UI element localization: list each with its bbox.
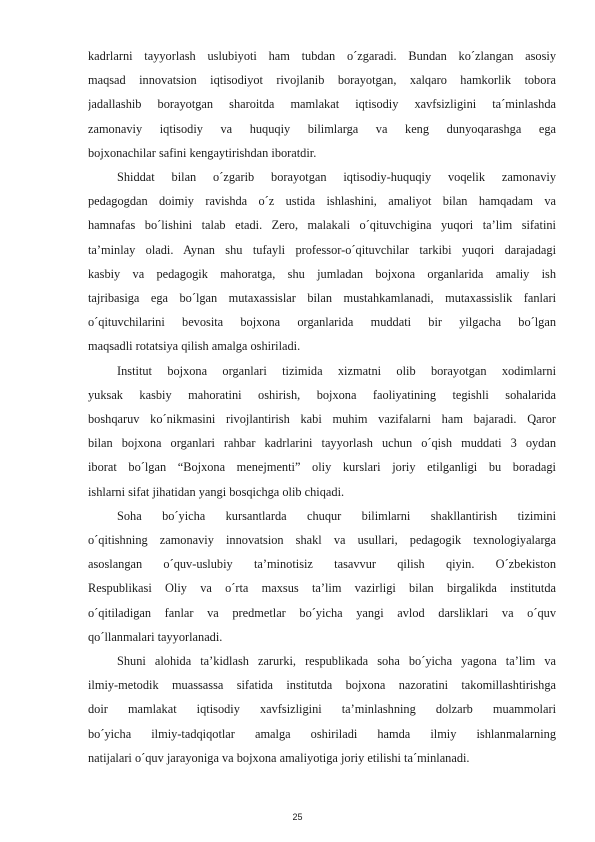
text-line: kadrlarni tayyorlash uslubiyoti ham tubdan o´zgaradi. Bundan ko´zlangan asosiy (88, 49, 556, 63)
text-line: qo´llanmalari tayyorlanadi. (88, 629, 223, 644)
text-line: hamnafas bo´lishini talab etadi. Zero, malakali o´qituvchigina yuqori ta’lim sifatini (88, 218, 556, 233)
text-line: bilan bojxona organlari rahbar kadrlarini tayyorlash uchun o´qish muddati 3 oydan (88, 436, 556, 451)
paragraph (88, 165, 556, 359)
text-line: Institut bojxona organlari tizimida xizmatni olib borayotgan xodimlarni (117, 363, 556, 378)
text-line: natijalari o´quv jarayoniga va bojxona amaliyotiga joriy etilishi ta´minlanadi. (88, 750, 470, 765)
paragraph (88, 649, 556, 770)
text-line: o´qitiladigan fanlar va predmetlar bo´yicha yangi avlod darsliklari va o´quv (88, 605, 556, 620)
text-line: asoslangan o´quv-uslubiy ta’minotisiz tasavvur qilish qiyin. O´zbekiston (88, 557, 556, 572)
paragraph (88, 504, 556, 649)
text-line: Shiddat bilan o´zgarib borayotgan iqtisodiy-huquqiy voqelik zamonaviy (117, 170, 556, 185)
text-line: bojxonachilar safini kengaytirishdan iboratdir. (88, 145, 317, 160)
text-line: Shuni alohida ta’kidlash zarurki, respublikada soha bo´yicha yagona ta’lim va (117, 654, 556, 669)
text-line: bo´yicha ilmiy-tadqiqotlar amalga oshiriladi hamda ilmiy ishlanmalarning (88, 726, 556, 741)
text-line: o´qituvchilarini bevosita bojxona organlarida muddati bir yilgacha bo´lgan (88, 315, 556, 330)
text-line: ilmiy-metodik muassassa sifatida institutda bojxona nazoratini takomillashtirishga (88, 678, 556, 693)
paragraph (88, 359, 556, 504)
text-line: Respublikasi Oliy va o´rta maxsus ta’lim vazirligi bilan birgalikda institutda (88, 581, 556, 596)
text-line: ishlarni sifat jihatidan yangi bosqichga olib chiqadi. (88, 484, 345, 499)
text-line: tajribasiga ega bo´lgan mutaxassislar bilan mustahkamlanadi, mutaxassislik fanlari (88, 291, 556, 306)
text-line: pedagogdan doimiy ravishda o´z ustida ishlashini, amaliyot bilan hamqadam va (88, 194, 556, 209)
page-number: 25 (292, 812, 303, 822)
text-line: o´qitishning zamonaviy innovatsion shakl va usullari, pedagogik texnologiyalarga (88, 533, 556, 548)
paragraph (88, 44, 556, 165)
text-line: maqsadli rotatsiya qilish amalga oshiriladi. (88, 339, 301, 354)
document-body (88, 44, 556, 770)
text-line: doir mamlakat iqtisodiy xavfsizligini ta’minlashning dolzarb muammolari (88, 702, 556, 717)
text-line: ta’minlay oladi. Aynan shu tufayli professor-o´qituvchilar tarkibi yuqori darajadagi (88, 242, 556, 257)
text-line: maqsad innovatsion iqtisodiyot rivojlanib borayotgan, xalqaro hamkorlik tobora (88, 73, 556, 88)
text-line: jadallashib borayotgan sharoitda mamlakat iqtisodiy xavfsizligini ta´minlashda (88, 97, 556, 112)
text-line: boshqaruv ko´nikmasini rivojlantirish kabi muhim vazifalarni ham bajaradi. Qaror (88, 412, 556, 427)
text-line: kasbiy va pedagogik mahoratga, shu jumladan bojxona organlarida amaliy ish (88, 266, 556, 281)
text-line: iborat bo´lgan “Bojxona menejmenti” oliy kurslari joriy etilganligi bu boradagi (88, 460, 556, 475)
text-line: yuksak kasbiy mahoratini oshirish, bojxona faoliyatining tegishli sohalarida (88, 387, 556, 402)
text-line: Soha bo´yicha kursantlarda chuqur bilimlarni shakllantirish tizimini (117, 508, 556, 523)
text-line: zamonaviy iqtisodiy va huquqiy bilimlarga va keng dunyoqarashga ega (88, 121, 556, 136)
